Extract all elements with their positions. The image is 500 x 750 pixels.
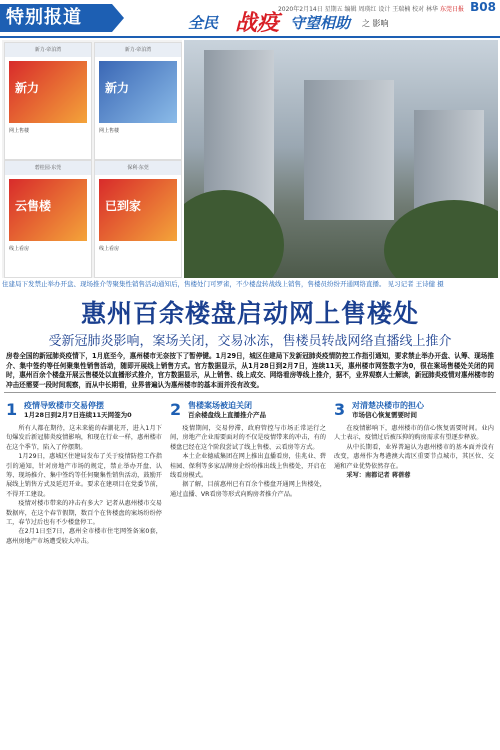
- header-banner: [150, 11, 500, 36]
- paragraph: 1月29日，惠城区住建局发布了关于疫情防控工作指引的通知，针对房地产市场的规定，禁止举办开盘、认筹、现场推介、集中签约等任何聚集性销售活动，鼓励开展线上销售方式及延迟开业。要求在建项目在党委节前，不得开工建设。: [6, 453, 162, 498]
- phone-screenshot-2: [94, 42, 182, 160]
- column-2: [170, 398, 326, 748]
- section-2-heading: [170, 400, 326, 420]
- paragraph: 疫情期间，交易停滞，政府管控与市场正常运行之间，房地产企业需要面对的不仅是疫情带来的冲击，有的楼盘已经在这个阶段尝试了线上售楼、云看房等方式。: [170, 425, 326, 451]
- phone-image-text: 云售楼: [15, 199, 52, 213]
- paragraph: 在疫情影响下，惠州楼市的信心恢复需要时间。业内人士表示，疫情过后被压抑的购房需求有望逐步释放。: [334, 425, 494, 442]
- tree-shape: [384, 200, 498, 278]
- section-title: 售楼案场被迫关闭: [188, 401, 252, 410]
- phone-title: 碧桂园·东莞: [5, 161, 91, 175]
- phone-image: [9, 61, 87, 123]
- byline: 采写：南都记者 蒋蓓蓉: [346, 472, 411, 480]
- phone-screenshots: [2, 40, 182, 278]
- meta-text: 2020年2月14日 星期五 编辑 周瑛红 设计 王瑞楠 校对 林华: [277, 6, 439, 13]
- phone-image: [99, 179, 177, 241]
- phone-caption: 网上售楼: [9, 128, 30, 134]
- banner-word-1: 全民: [188, 14, 219, 32]
- phone-title: 保利·东莞: [95, 161, 181, 175]
- paragraph: 从中长期看，业界普遍认为惠州楼市的基本面并没有改变，惠州作为粤港澳大湾区重要节点城市，其区位、交通和产业优势依然存在。: [334, 443, 494, 470]
- phone-screenshot-1: [4, 42, 92, 160]
- meta-accent: 东莞日报: [439, 6, 464, 13]
- phone-title: 新力·帝泊湾: [95, 43, 181, 57]
- header-rule: [0, 36, 500, 38]
- phone-title: 新力·帝泊湾: [5, 43, 91, 57]
- phone-caption: 线上看房: [9, 246, 30, 252]
- column-3: [334, 398, 494, 748]
- section-number: 2: [170, 400, 182, 419]
- section-number: 1: [6, 400, 18, 419]
- phone-caption: 网上售楼: [99, 128, 120, 134]
- tower-shape: [304, 80, 394, 220]
- section-title: 疫情导致楼市交易停摆: [24, 401, 104, 410]
- page-number: B08: [470, 0, 496, 14]
- photo-area: [2, 40, 498, 278]
- phone-image: [9, 179, 87, 241]
- column-1: [6, 398, 162, 748]
- page-header: [0, 0, 500, 36]
- paragraph: 据了解，目前惠州已有百余个楼盘开通网上售楼处，通过直播、VR看房等形式向购房者推介产品。: [170, 481, 326, 498]
- section-subtitle: 百余楼盘线上直播推介产品: [188, 411, 266, 419]
- section-subtitle: 1月28日到2月7日连续11天网签为0: [24, 411, 132, 419]
- section-title: 对清楚决楼市的担心: [352, 401, 424, 410]
- paragraph: 本土企业德威集团在网上推出直播看房，佳兆业、碧桂园、保利等多家品牌房企纷纷推出线上售楼处，开启在线看房模式。: [170, 453, 326, 480]
- paragraph: 在2月1日至7日，惠州全市楼市住宅网签备案0套，惠州房地产市场遭受较大冲击。: [6, 528, 162, 545]
- phone-caption: 线上看房: [99, 246, 120, 252]
- section-tag: 特别报道: [0, 4, 112, 32]
- photo-caption: 住建局下发禁止举办开盘、现场推介等聚集性销售活动通知后，售楼处门可罗雀，不少楼盘转战线上销售，售楼员纷纷开通网络直播。 见习记者 王诗健 摄: [2, 280, 444, 288]
- phone-screenshot-4: [94, 160, 182, 278]
- section-1-heading: [6, 400, 162, 420]
- banner-word-2: 战疫: [235, 11, 280, 36]
- phone-image-text: 新力: [105, 81, 130, 95]
- phone-image-text: 已到家: [105, 199, 142, 213]
- paragraph: 所有人都在期待，这未来能的春潮花开，进入1月下旬爆发后新冠肺炎疫情影响，和现在行业一样，惠州楼市在这个季节，陷入了停摆期。: [6, 425, 162, 451]
- phone-image-text: 新力: [15, 81, 40, 95]
- divider: [4, 392, 496, 393]
- phone-image: [99, 61, 177, 123]
- subheadline: 受新冠肺炎影响，案场关闭，交易冰冻，售楼员转战网络直播线上推介: [48, 334, 452, 349]
- building-photo: [184, 40, 498, 278]
- headline: 惠州百余楼盘启动网上售楼处: [80, 299, 419, 328]
- banner-word-3: 守望相助: [290, 14, 351, 32]
- phone-screenshot-3: [4, 160, 92, 278]
- banner-word-4: 之 影响: [362, 19, 389, 28]
- paragraph: 疫情对楼市带来的冲击有多大？记者从惠州楼市交易数据库，在这个春节假期，数百个在售楼盘的案场纷纷停工，春节过后也有不少楼盘停工。: [6, 500, 162, 527]
- section-number: 3: [334, 400, 346, 419]
- section-subtitle: 市场信心恢复需要时间: [352, 411, 417, 419]
- section-3-heading: [334, 400, 494, 420]
- lede-paragraph: 房卷全国的新冠肺炎疫情下，1月底至今，惠州楼市无奈按下了暂停键。1月29日，城区住建局下发新冠肺炎疫情防控工作指引通知，要求禁止举办开盘、认筹、现场推介、集中签约等任何聚集性销售活动，随即开展线上销售方式。官方数据显示，从1月28日到2月7日，连续11天，惠州楼市网签数字为0，很在案场售楼处关闭的同时，惠州百余个楼盘开展云售楼处以直播形式推介，官方数据显示，从上销售、线上成交、网络看房等线上推介，据不，业界观察人士解读，新冠肺炎疫情对惠州楼市的冲击还需要一段时间观察，而从中长期看，业界普遍认为惠州楼市的基本面并没有改变。: [6, 352, 494, 389]
